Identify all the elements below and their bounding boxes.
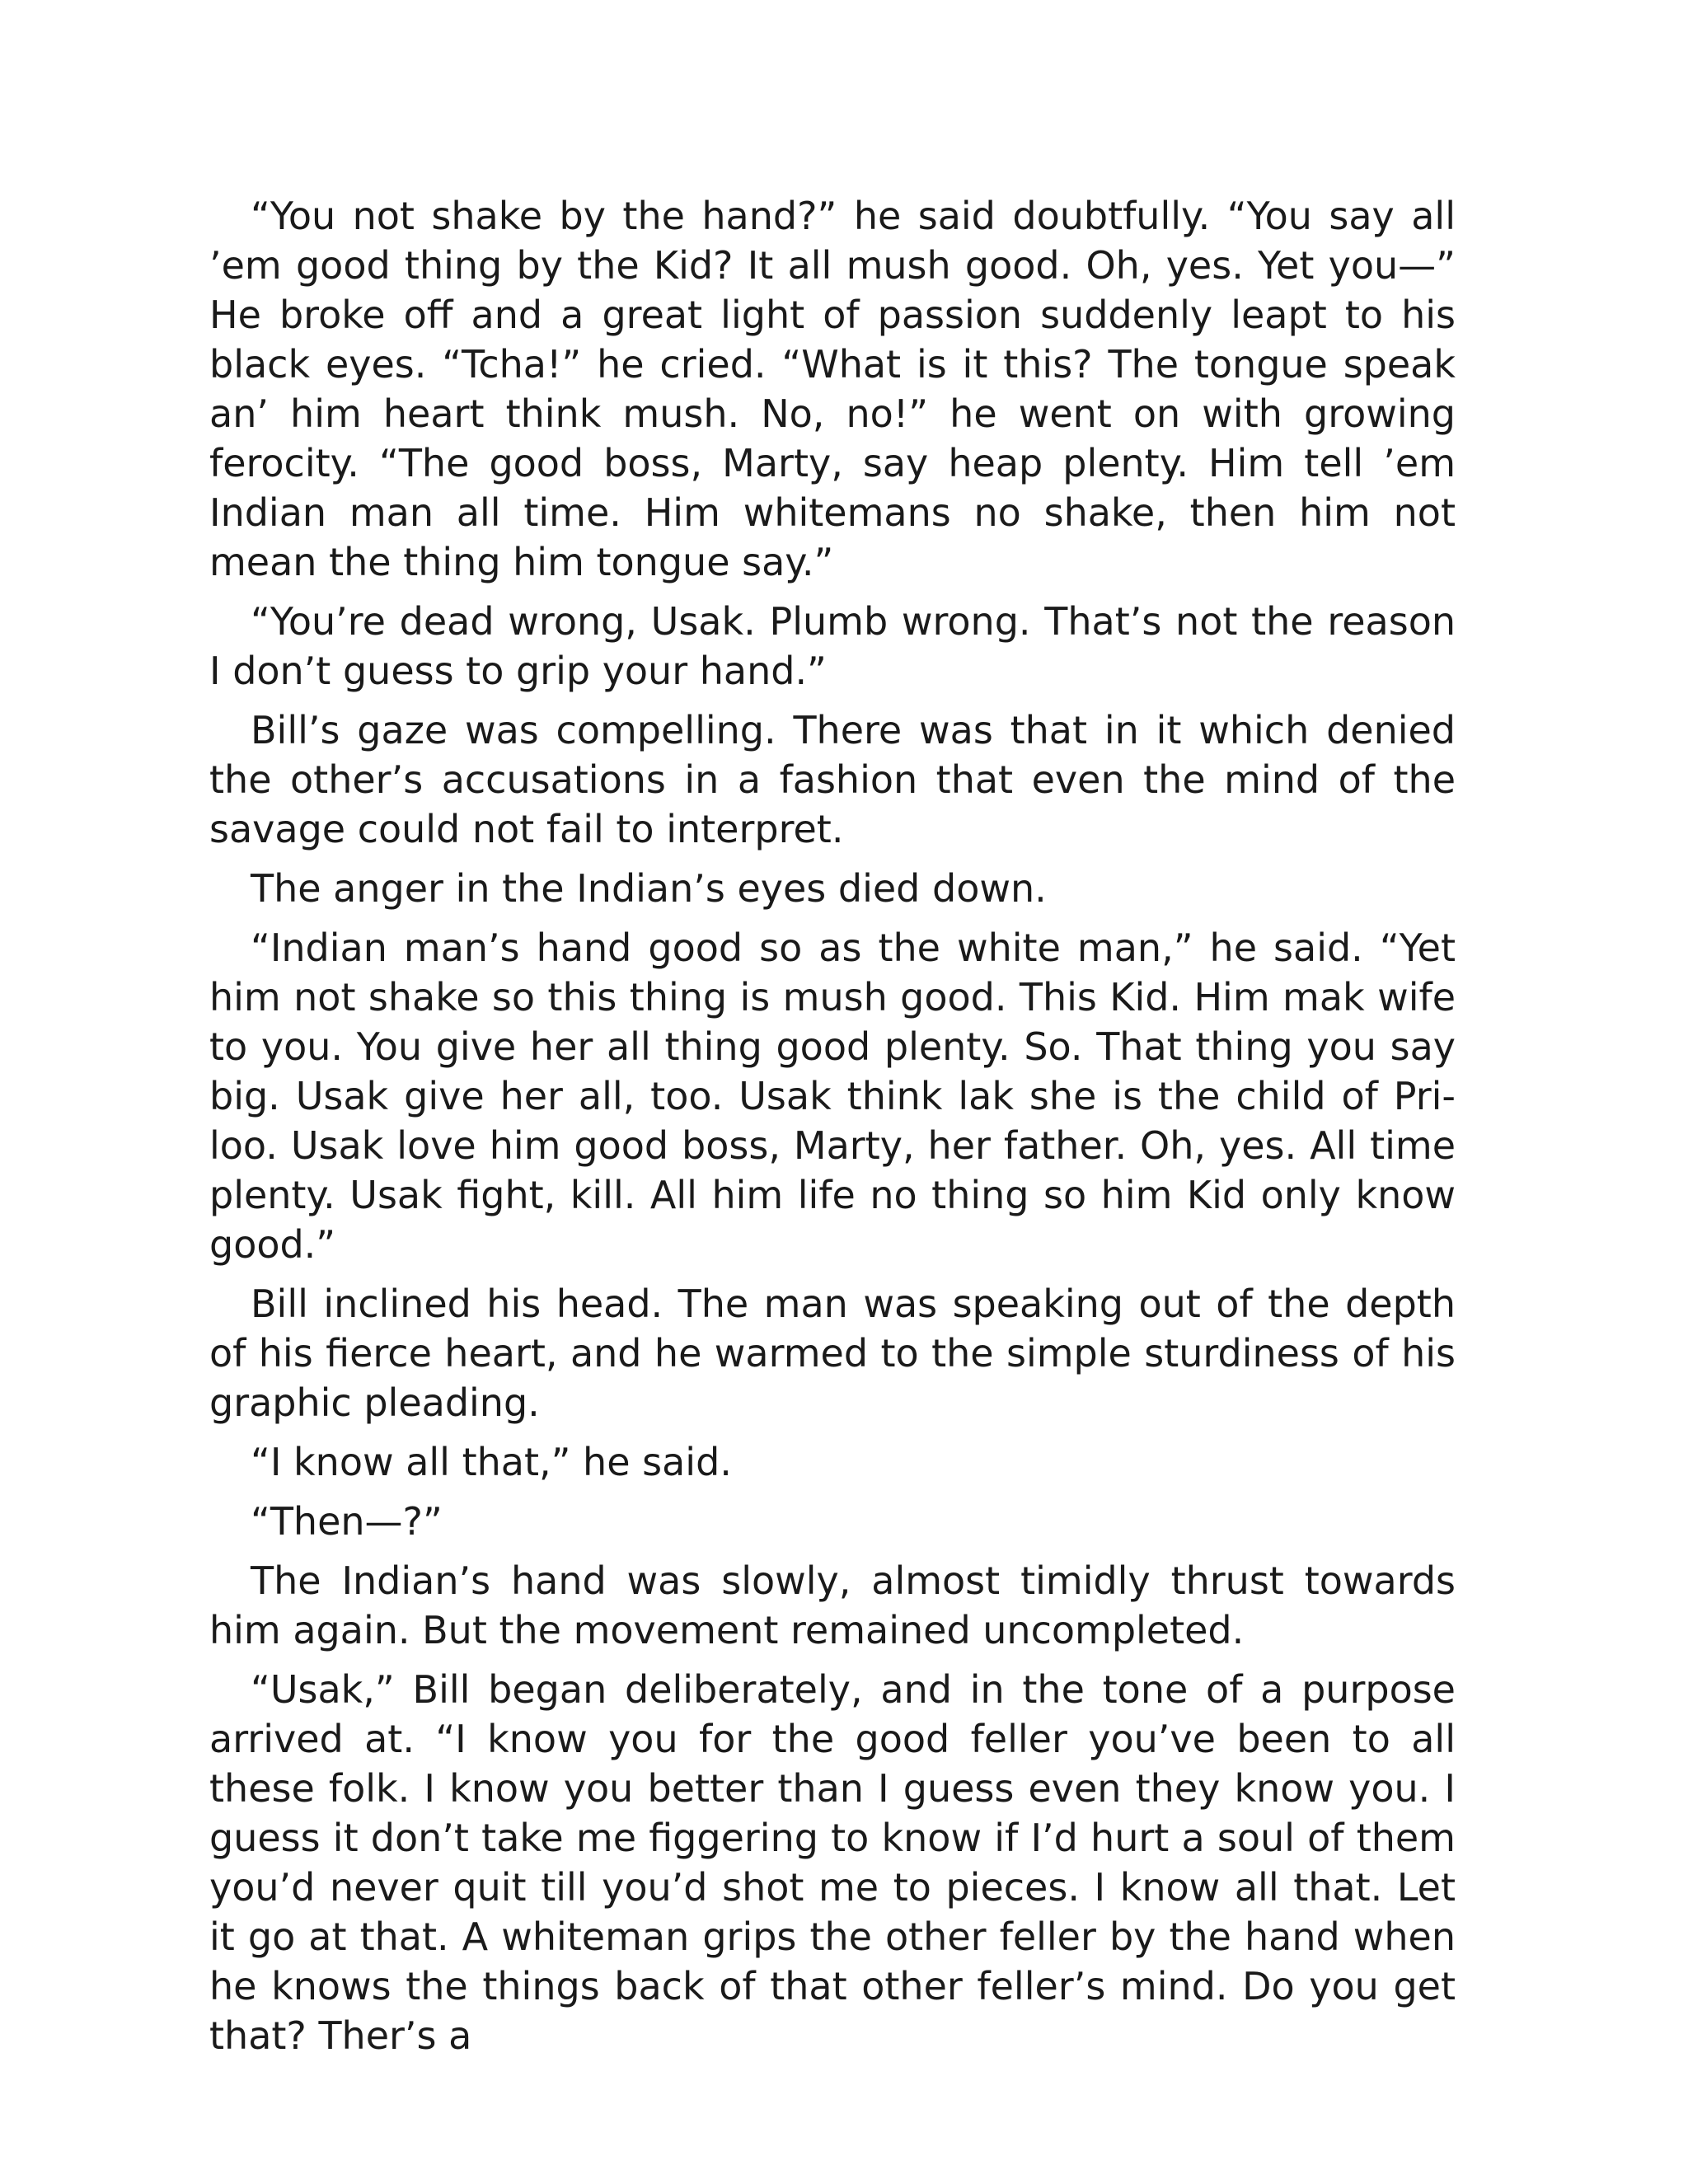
paragraph: “You not shake by the hand?” he said doubtfully. “You say all ’em good thing by the Kid? It all mush good. Oh, yes. Yet you—” He broke off and a great light of passion suddenly leapt to his black eyes. “Tcha!” he cried. “What is it this? The tongue speak an’ him heart think mush. No, no!” he went on with growing ferocity. “The good boss, Marty, say heap plenty. Him tell ’em Indian man all time. Him whitemans no shake, then him not mean the thing him tongue say.” — [209, 194, 1456, 584]
paragraph: “Indian man’s hand good so as the white man,” he said. “Yet him not shake so this thing is mush good. This Kid. Him mak wife to you. You give her all thing good plenty. So. That thing you say big. Usak give her all, too. Usak think lak she is the child of Pri-loo. Usak love him good boss, Marty, her father. Oh, yes. All time plenty. Usak fight, kill. All him life no thing so him Kid only know good.” — [209, 926, 1456, 1267]
paragraph: The Indian’s hand was slowly, almost timidly thrust towards him again. But the movement remained uncompleted. — [209, 1558, 1456, 1652]
paragraph: Bill inclined his head. The man was speaking out of the depth of his fierce heart, and he warmed to the simple sturdiness of his graphic pleading. — [209, 1282, 1456, 1425]
paragraph: Bill’s gaze was compelling. There was that in it which denied the other’s accusations in a fashion that even the mind of the savage could not fail to interpret. — [209, 708, 1456, 851]
paragraph: “Then—?” — [251, 1499, 443, 1544]
paragraph: The anger in the Indian’s eyes died down. — [251, 866, 1047, 911]
paragraph: “I know all that,” he said. — [251, 1440, 732, 1484]
book-page — [209, 191, 1456, 2070]
paragraph: “Usak,” Bill began deliberately, and in the tone of a purpose arrived at. “I know you for the good feller you’ve been to all these folk. I know you better than I guess even they know you. I guess it don’t take me figgering to know if I’d hurt a soul of them you’d never quit till you’d shot me to pieces. I know all that. Let it go at that. A whiteman grips the other feller by the hand when he knows the things back of that other feller’s mind. Do you get that? Ther’s a — [209, 1667, 1456, 2058]
paragraph: “You’re dead wrong, Usak. Plumb wrong. That’s not the reason I don’t guess to grip your hand.” — [209, 599, 1456, 693]
